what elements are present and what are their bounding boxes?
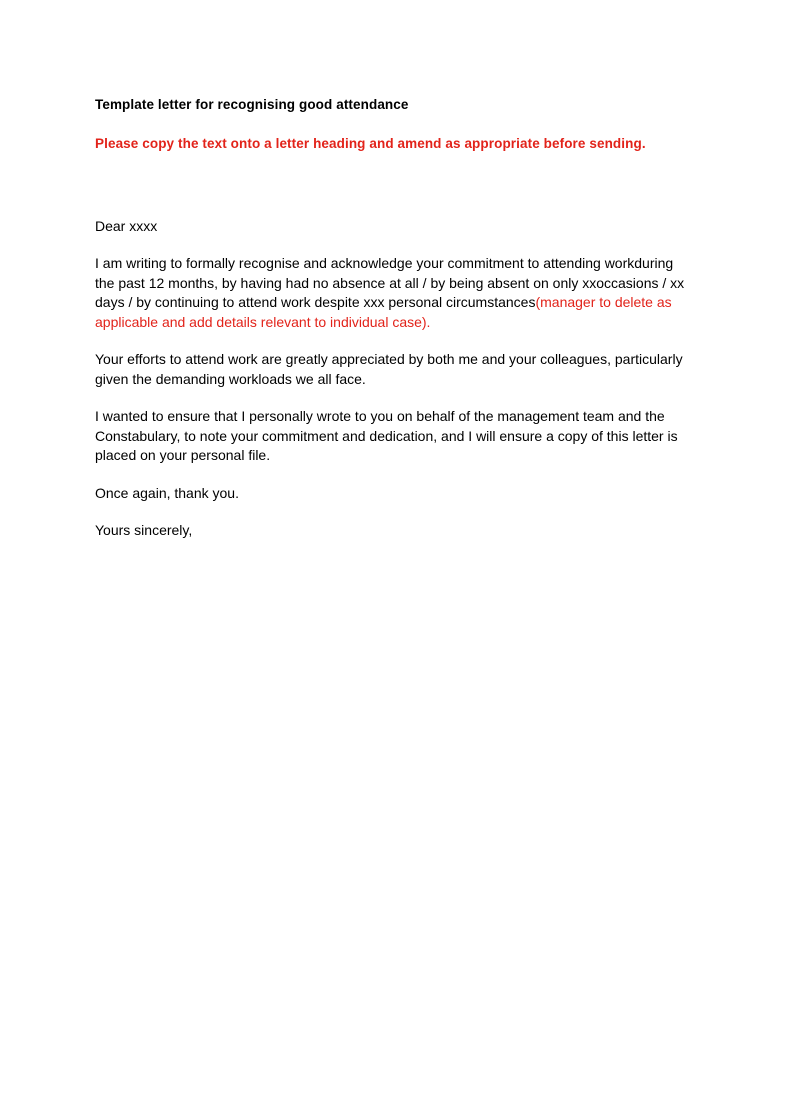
body-paragraph-3: I wanted to ensure that I personally wrote to you on behalf of the management team and the Constabulary, to note your commitment and dedication, and I will ensure a copy of this letter is placed on your personal file.: [95, 408, 678, 463]
paragraph-1-black-text: I am writing to formally recognise and acknowledge your commitment to attending workduring the past 12 months, by having had no absence at all / by being absent on only xxoccasions / xx days / by continuing to attend work despite xxx personal circumstances: [95, 255, 685, 310]
paragraph-1-red-note: (manager to delete as applicable and add details relevant to individual case).: [95, 294, 672, 330]
body-paragraph-2: Your efforts to attend work are greatly appreciated by both me and your colleagues, particularly given the demanding workloads we all face.: [95, 351, 683, 387]
thanks-line: Once again, thank you.: [95, 484, 239, 501]
letter-content: [95, 96, 695, 540]
instruction-notice: Please copy the text onto a letter heading and amend as appropriate before sending.: [95, 136, 646, 151]
sign-off-line: Yours sincerely,: [95, 521, 193, 538]
salutation: Dear xxxx: [95, 218, 158, 234]
page-title: Template letter for recognising good attendance: [95, 97, 409, 112]
body-paragraph-1: [95, 254, 695, 332]
